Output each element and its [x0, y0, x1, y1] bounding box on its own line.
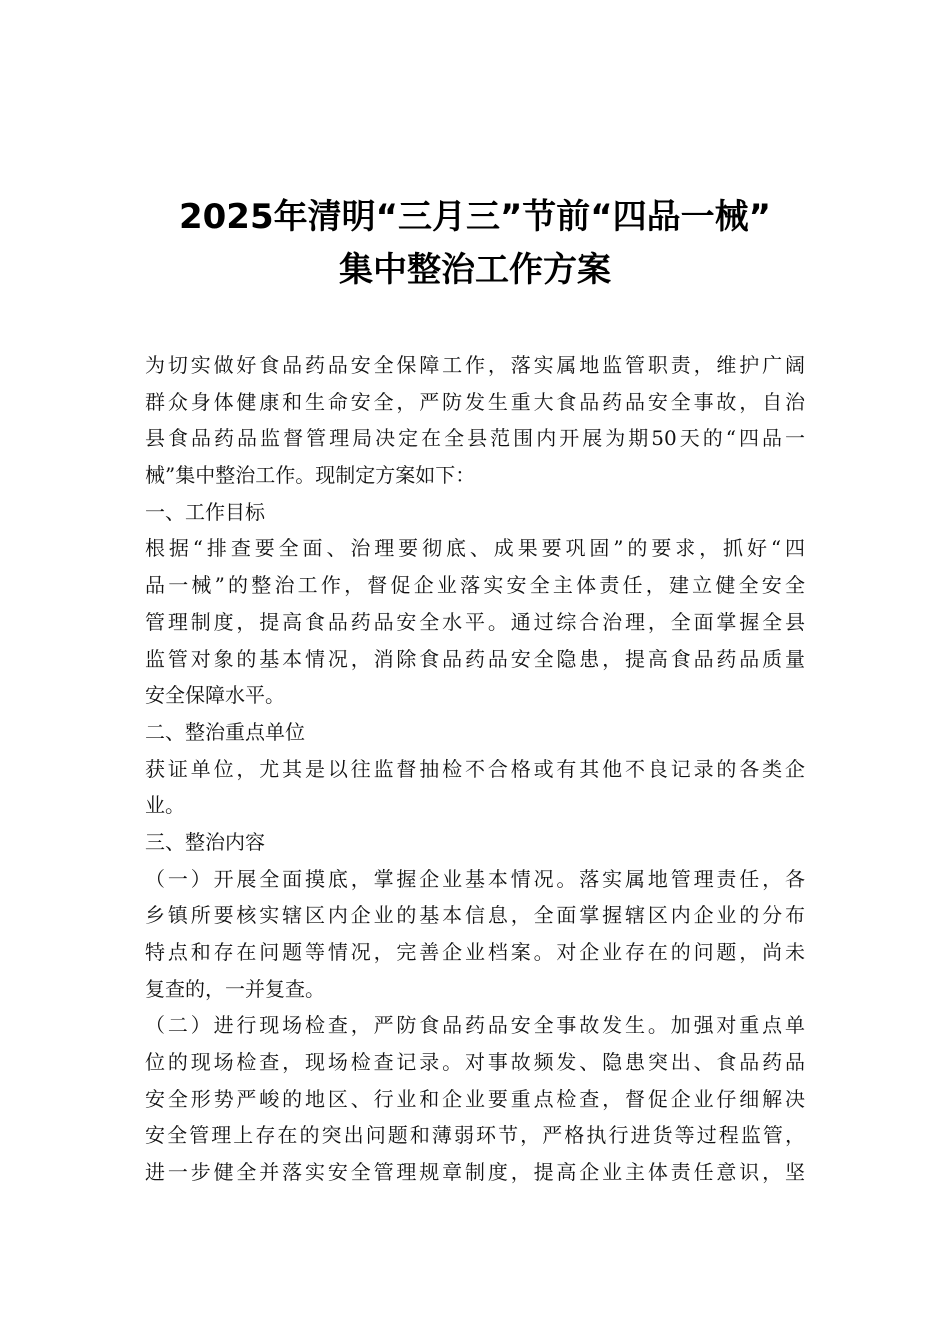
body-line: 管理制度，提高食品药品安全水平。通过综合治理，全面掌握全县 [145, 609, 805, 634]
body-line: 复查的，一并复查。 [145, 976, 325, 1001]
body-line: 群众身体健康和生命安全，严防发生重大食品药品安全事故，自治 [145, 389, 805, 414]
body-line: 县食品药品监督管理局决定在全县范围内开展为期50天的“四品一 [145, 426, 805, 451]
body-line: 业。 [145, 793, 185, 818]
body-line: 械”集中整治工作。现制定方案如下： [145, 463, 476, 488]
section-heading: 三、整治内容 [145, 829, 265, 854]
body-line: 进一步健全并落实安全管理规章制度，提高企业主体责任意识，坚 [145, 1160, 805, 1185]
body-line: 监管对象的基本情况，消除食品药品安全隐患，提高食品药品质量 [145, 646, 805, 671]
body-line: 为切实做好食品药品安全保障工作，落实属地监管职责，维护广阔 [145, 353, 805, 377]
section-heading: 二、整治重点单位 [145, 719, 305, 744]
section-heading: 一、工作目标 [145, 499, 265, 524]
body-line: 品一械”的整治工作，督促企业落实安全主体责任，建立健全安全 [145, 573, 805, 598]
title-line-2: 集中整治工作方案 [339, 250, 611, 290]
document-title [0, 191, 950, 297]
body-line: 位的现场检查，现场检查记录。对事故频发、隐患突出、食品药品 [145, 1050, 805, 1075]
body-line: （二）进行现场检查，严防食品药品安全事故发生。加强对重点单 [145, 1013, 805, 1038]
body-line: 安全形势严峻的地区、行业和企业要重点检查，督促企业仔细解决 [145, 1086, 805, 1111]
body-line: 特点和存在问题等情况，完善企业档案。对企业存在的问题，尚未 [145, 940, 805, 964]
body-line: （一）开展全面摸底，掌握企业基本情况。落实属地管理责任，各 [145, 866, 805, 891]
title-line-1: 2025年清明“三月三”节前“四品一械” [178, 197, 771, 237]
body-line: 安全保障水平。 [145, 683, 285, 708]
body-line: 根据“排查要全面、治理要彻底、成果要巩固”的要求，抓好“四 [145, 536, 805, 561]
body-line: 安全管理上存在的突出问题和薄弱环节，严格执行进货等过程监管， [145, 1123, 805, 1148]
body-line: 获证单位，尤其是以往监督抽检不合格或有其他不良记录的各类企 [145, 756, 805, 781]
document-body [145, 347, 805, 1191]
body-line: 乡镇所要核实辖区内企业的基本信息，全面掌握辖区内企业的分布 [145, 903, 805, 928]
